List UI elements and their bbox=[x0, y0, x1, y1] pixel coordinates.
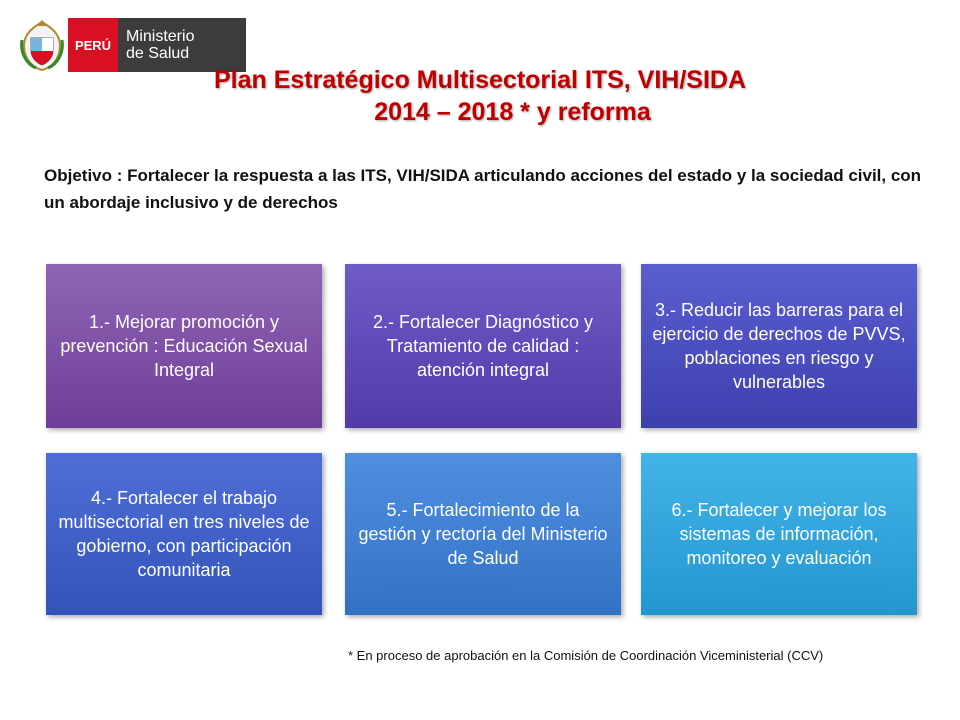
objective-text: Objetivo : Fortalecer la respuesta a las ITS, VIH/SIDA articulando acciones del estado y la sociedad civil, con un abordaje inclusivo y de derechos bbox=[44, 166, 922, 212]
strategy-box-5: 5.- Fortalecimiento de la gestión y rectoría del Ministerio de Salud bbox=[345, 453, 621, 615]
footnote: * En proceso de aprobación en la Comisión de Coordinación Viceministerial (CCV) bbox=[348, 648, 824, 663]
strategy-box-3: 3.- Reducir las barreras para el ejercicio de derechos de PVVS, poblaciones en riesgo y vulnerables bbox=[641, 264, 917, 428]
strategy-box-6: 6.- Fortalecer y mejorar los sistemas de información, monitoreo y evaluación bbox=[641, 453, 917, 615]
title-line1: Plan Estratégico Multisectorial ITS, VIH/SIDA bbox=[213, 66, 747, 94]
brand-ministry-line1: Ministerio bbox=[126, 28, 195, 45]
brand-country-label: PERÚ bbox=[68, 18, 118, 72]
strategy-box-2: 2.- Fortalecer Diagnóstico y Tratamiento de calidad : atención integral bbox=[345, 264, 621, 428]
strategy-box-4: 4.- Fortalecer el trabajo multisectorial en tres niveles de gobierno, con participación comunitaria bbox=[46, 453, 322, 615]
brand-ministry-line2: de Salud bbox=[126, 45, 190, 62]
title-line2: 2014 – 2018 * y reforma bbox=[374, 98, 651, 126]
strategy-box-1: 1.- Mejorar promoción y prevención : Educación Sexual Integral bbox=[46, 264, 322, 428]
page-title bbox=[0, 64, 960, 128]
